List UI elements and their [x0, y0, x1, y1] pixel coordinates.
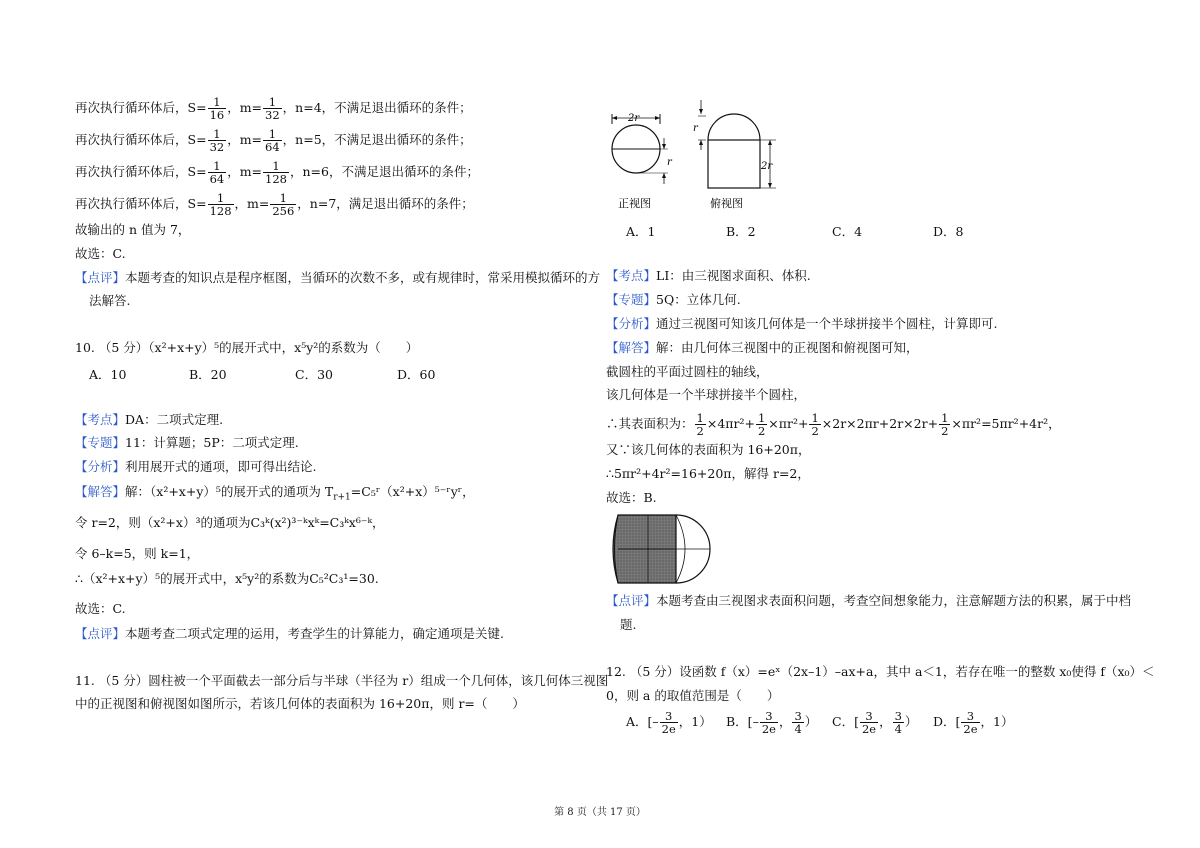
q11-choose: 故选：B.	[606, 490, 657, 505]
q11-fenxi: 【分析】通过三视图可知该几何体是一个半球拼接半个圆柱，计算即可.	[606, 316, 998, 331]
q11-stem-a: 11. （5 分）圆柱被一个平面截去一部分后与半球（半径为 r）组成一个几何体，该几何体三视图	[75, 673, 609, 688]
choose-line: 故选：C.	[75, 246, 126, 261]
fraction: $\frac{1}{64}$	[265, 127, 280, 154]
q11-line-2: 截圆柱的平面过圆柱的轴线，	[606, 364, 769, 379]
q11-area-formula: ∴其表面积为： $\frac{1}{2}$ ×4πr²+ $\frac{1}{2}$ ×πr²+ $\frac{1}{2}$ ×2r×2πr+2r×2r+ $\frac{1}{2}$ ×πr²=5πr²+4r²，	[606, 411, 1061, 438]
q12-stem-b: 0，则 a 的取值范围是（ ）	[606, 688, 780, 703]
q11-line-6: ∴5πr²+4r²=16+20π，解得 r=2，	[606, 466, 810, 481]
q11-kaodian: 【考点】LI：由三视图求面积、体积.	[606, 268, 811, 283]
q10-stem: 10. （5 分）（x²+x+y）⁵的展开式中，x⁵y²的系数为（ ）	[75, 340, 419, 355]
q10-option-c: C．30	[295, 367, 333, 382]
q10-kaodian: 【考点】DA：二项式定理.	[75, 412, 224, 427]
top-r-label: r	[693, 123, 698, 134]
q10-line-3: 令 6–k=5，则 k=1，	[75, 546, 200, 561]
q10-option-b: B．20	[189, 367, 227, 382]
comment-tag: 【点评】	[75, 270, 126, 285]
fraction: $\frac{1}{2}$	[941, 411, 949, 438]
q11-jieda: 【解答】解：由几何体三视图中的正视图和俯视图可知，	[606, 340, 919, 355]
solid-illustration	[608, 512, 718, 588]
loop-line-3: 再次执行循环体后，S= $\frac{1}{64}$ ，m= $\frac{1}{128}$ ，n=6，不满足退出循环的条件；	[75, 159, 479, 186]
fraction: $\frac{1}{256}$	[272, 191, 295, 218]
fraction: $\frac{1}{128}$	[209, 191, 232, 218]
q12-option-a: A．[– $\frac{3}{2e}$ ，1）	[626, 709, 712, 736]
top-view-label: 俯视图	[710, 197, 743, 210]
q10-option-d: D．60	[397, 367, 436, 382]
q10-option-a: A．10	[89, 367, 127, 382]
fraction: $\frac{1}{2}$	[811, 411, 819, 438]
q11-option-b: B．2	[726, 224, 756, 239]
q12-option-b: B．[– $\frac{3}{2e}$ ， $\frac{3}{4}$ ）	[726, 709, 818, 736]
m-label: ，m=	[227, 100, 263, 115]
front-r-label: r	[667, 157, 672, 168]
comment-9: 【点评】本题考查的知识点是程序框图，当循环的次数不多，或有规律时，常采用模拟循环的方	[75, 270, 601, 285]
q10-jieda: 【解答】解：（x²+x+y）⁵的展开式的通项为 $T_{r+1}=C_5ʳ(x^2+x)^{5-}ʳyʳ$，	[75, 484, 475, 503]
q11-comment-cont: 题.	[620, 617, 637, 632]
q12-option-d: D．[ $\frac{3}{2e}$ ，1）	[933, 709, 1014, 736]
q12-stem-a: 12. （5 分）设函数 f（x）=eˣ（2x–1）–ax+a，其中 a＜1，若存在唯一的整数 x₀使得 f（x₀）＜	[606, 664, 1155, 679]
q11-option-a: A．1	[626, 224, 656, 239]
fraction: $\frac{1}{128}$	[265, 159, 287, 186]
q11-option-c: C．4	[832, 224, 863, 239]
q10-line-4: ∴（x²+x+y）⁵的展开式中，x⁵y²的系数为C₅²C₃¹=30.	[75, 571, 379, 586]
fraction: $\frac{1}{16}$	[209, 95, 225, 122]
q12-option-c: C．[ $\frac{3}{2e}$ ， $\frac{3}{4}$ ）	[832, 709, 918, 736]
loop-line-4: 再次执行循环体后，S= $\frac{1}{128}$ ，m= $\frac{1}{256}$ ，n=7，满足退出循环的条件；	[75, 191, 474, 218]
q11-option-d: D．8	[933, 224, 964, 239]
s-label: S=	[187, 100, 207, 115]
loop-tail: ，n=4，不满足退出循环的条件；	[282, 100, 472, 115]
page-footer: 第 8 页（共 17 页）	[554, 807, 646, 818]
q11-line-5: 又∵该几何体的表面积为 16+20π，	[606, 442, 811, 457]
q10-comment: 【点评】本题考查二项式定理的运用，考查学生的计算能力，确定通项是关键.	[75, 626, 504, 641]
three-view-figure	[606, 96, 786, 214]
q10-choose: 故选：C.	[75, 601, 126, 616]
q10-zhuanti: 【专题】11：计算题；5P：二项式定理.	[75, 435, 299, 450]
q11-comment: 【点评】本题考查由三视图求表面积问题，考查空间想象能力，注意解题方法的积累，属于中档	[606, 593, 1132, 608]
loop-line-1	[75, 96, 472, 121]
front-view-label: 正视图	[618, 197, 651, 210]
fraction: $\frac{1}{2}$	[757, 411, 766, 438]
fraction: $\frac{1}{2}$	[696, 411, 704, 438]
fraction: $\frac{1}{32}$	[265, 95, 280, 122]
fraction: $\frac{1}{32}$	[209, 127, 225, 154]
loop-line-2: 再次执行循环体后，S= $\frac{1}{32}$ ，m= $\frac{1}{64}$ ，n=5，不满足退出循环的条件；	[75, 127, 472, 154]
q11-zhuanti: 【专题】5Q：立体几何.	[606, 292, 741, 307]
output-line: 故输出的 n 值为 7，	[75, 222, 191, 237]
q11-line-3: 该几何体是一个半球拼接半个圆柱，	[606, 387, 807, 402]
fraction: $\frac{1}{64}$	[209, 159, 225, 186]
q10-fenxi: 【分析】利用展开式的通项，即可得出结论.	[75, 459, 317, 474]
q11-stem-b: 中的正视图和俯视图如图所示，若该几何体的表面积为 16+20π，则 r=（ ）	[75, 696, 525, 711]
comment-9-cont: 法解答.	[89, 293, 131, 308]
q10-line-2: 令 r=2，则（x²+x）³的通项为C₃ᵏ(x²)³⁻ᵏxᵏ=C₃ᵏx⁶⁻ᵏ，	[75, 515, 385, 530]
top-2r-label: 2r	[761, 161, 773, 172]
loop-prefix: 再次执行循环体后，	[75, 100, 188, 115]
front-width-label: 2r	[628, 113, 640, 124]
